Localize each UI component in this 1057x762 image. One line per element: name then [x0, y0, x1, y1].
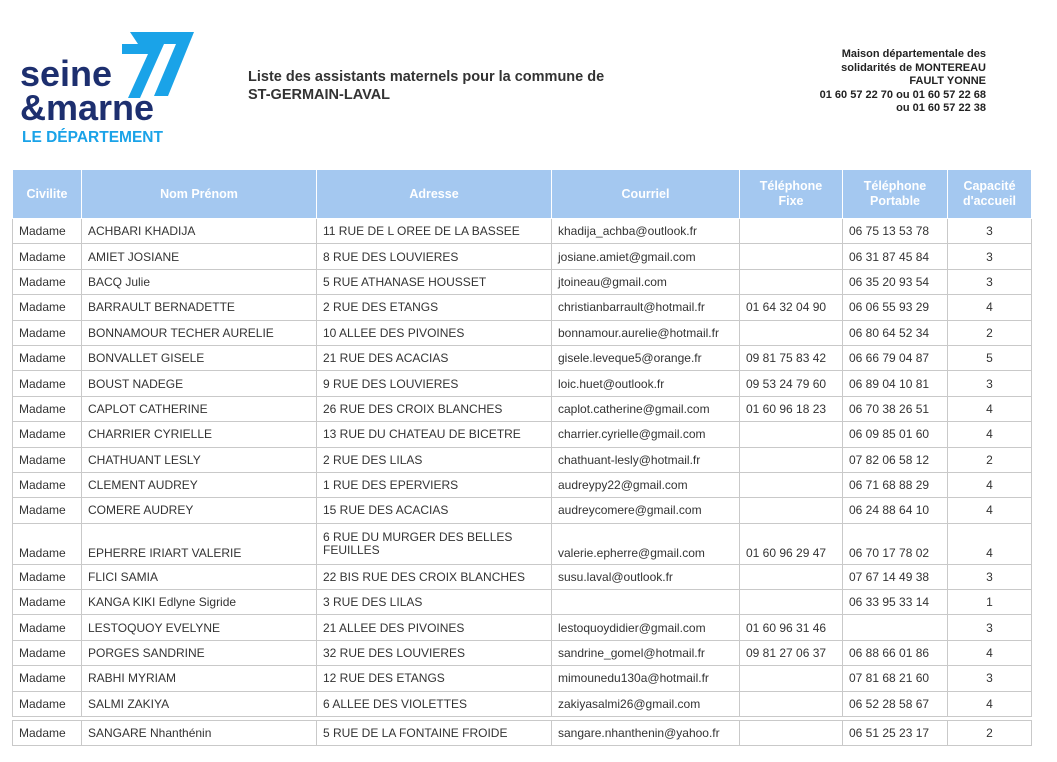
cell-nom-prenom: SALMI ZAKIYA: [82, 691, 317, 716]
cell-telephone-portable: [843, 615, 948, 640]
cell-capacite: 4: [948, 396, 1032, 421]
cell-telephone-fixe: 01 60 96 18 23: [740, 396, 843, 421]
cell-nom-prenom: BOUST NADEGE: [82, 371, 317, 396]
cell-telephone-portable: 06 33 95 33 14: [843, 590, 948, 615]
logo-marne: &marne: [20, 87, 155, 128]
cell-courriel: zakiyasalmi26@gmail.com: [552, 691, 740, 716]
cell-courriel: christianbarrault@hotmail.fr: [552, 295, 740, 320]
cell-civilite: Madame: [13, 691, 82, 716]
cell-adresse: 5 RUE ATHANASE HOUSSET: [317, 269, 552, 294]
office-line-3: FAULT YONNE: [909, 75, 986, 88]
header-telephone-fixe: Téléphone Fixe: [740, 170, 843, 219]
cell-nom-prenom: BACQ Julie: [82, 269, 317, 294]
cell-capacite: 3: [948, 269, 1032, 294]
cell-courriel: lestoquoydidier@gmail.com: [552, 615, 740, 640]
cell-telephone-fixe: 01 60 96 29 47: [740, 523, 843, 564]
cell-nom-prenom: CHATHUANT LESLY: [82, 447, 317, 472]
table-row: [13, 244, 1032, 269]
cell-telephone-portable: 06 09 85 01 60: [843, 422, 948, 447]
cell-civilite: Madame: [13, 564, 82, 589]
cell-civilite: Madame: [13, 219, 82, 244]
cell-telephone-fixe: [740, 721, 843, 746]
cell-courriel: [552, 590, 740, 615]
cell-adresse: 15 RUE DES ACACIAS: [317, 498, 552, 523]
cell-civilite: Madame: [13, 498, 82, 523]
cell-nom-prenom: SANGARE Nhanthénin: [82, 721, 317, 746]
cell-capacite: 3: [948, 244, 1032, 269]
cell-capacite: 3: [948, 371, 1032, 396]
cell-telephone-fixe: 01 60 96 31 46: [740, 615, 843, 640]
cell-capacite: 4: [948, 472, 1032, 497]
cell-nom-prenom: CHARRIER CYRIELLE: [82, 422, 317, 447]
cell-telephone-portable: 06 75 13 53 78: [843, 219, 948, 244]
cell-capacite: 2: [948, 320, 1032, 345]
cell-adresse: 10 ALLEE DES PIVOINES: [317, 320, 552, 345]
cell-telephone-fixe: 09 53 24 79 60: [740, 371, 843, 396]
cell-courriel: gisele.leveque5@orange.fr: [552, 345, 740, 370]
cell-capacite: 1: [948, 590, 1032, 615]
cell-telephone-fixe: 09 81 27 06 37: [740, 640, 843, 665]
table-row: [13, 523, 1032, 564]
cell-nom-prenom: BONNAMOUR TECHER AURELIE: [82, 320, 317, 345]
cell-telephone-fixe: [740, 691, 843, 716]
cell-civilite: Madame: [13, 422, 82, 447]
cell-civilite: Madame: [13, 320, 82, 345]
cell-adresse: 11 RUE DE L OREE DE LA BASSEE: [317, 219, 552, 244]
cell-courriel: sangare.nhanthenin@yahoo.fr: [552, 721, 740, 746]
cell-civilite: Madame: [13, 447, 82, 472]
cell-telephone-portable: 06 35 20 93 54: [843, 269, 948, 294]
cell-nom-prenom: FLICI SAMIA: [82, 564, 317, 589]
cell-courriel: susu.laval@outlook.fr: [552, 564, 740, 589]
table-row: [13, 590, 1032, 615]
header-telephone-portable: Téléphone Portable: [843, 170, 948, 219]
cell-telephone-portable: 06 70 17 78 02: [843, 523, 948, 564]
cell-adresse: 21 RUE DES ACACIAS: [317, 345, 552, 370]
cell-nom-prenom: BARRAULT BERNADETTE: [82, 295, 317, 320]
cell-civilite: Madame: [13, 590, 82, 615]
cell-nom-prenom: LESTOQUOY EVELYNE: [82, 615, 317, 640]
cell-telephone-portable: 06 89 04 10 81: [843, 371, 948, 396]
cell-adresse: 12 RUE DES ETANGS: [317, 666, 552, 691]
cell-telephone-fixe: [740, 498, 843, 523]
cell-nom-prenom: PORGES SANDRINE: [82, 640, 317, 665]
cell-adresse: 1 RUE DES EPERVIERS: [317, 472, 552, 497]
cell-telephone-portable: 06 88 66 01 86: [843, 640, 948, 665]
cell-capacite: 4: [948, 498, 1032, 523]
cell-capacite: 4: [948, 691, 1032, 716]
cell-courriel: charrier.cyrielle@gmail.com: [552, 422, 740, 447]
cell-telephone-fixe: [740, 244, 843, 269]
table-row: [13, 269, 1032, 294]
cell-telephone-portable: 06 80 64 52 34: [843, 320, 948, 345]
cell-courriel: sandrine_gomel@hotmail.fr: [552, 640, 740, 665]
table-row: [13, 498, 1032, 523]
cell-courriel: caplot.catherine@gmail.com: [552, 396, 740, 421]
office-line-2: solidarités de MONTEREAU: [841, 61, 986, 74]
office-phones: 01 60 57 22 70 ou 01 60 57 22 68: [819, 88, 986, 101]
cell-telephone-portable: 06 06 55 93 29: [843, 295, 948, 320]
header-civilite: Civilite: [13, 170, 82, 219]
cell-civilite: Madame: [13, 666, 82, 691]
cell-civilite: Madame: [13, 721, 82, 746]
cell-capacite: 2: [948, 721, 1032, 746]
cell-telephone-fixe: [740, 422, 843, 447]
cell-telephone-portable: 06 24 88 64 10: [843, 498, 948, 523]
table-row: [13, 640, 1032, 665]
table-row: [13, 615, 1032, 640]
cell-capacite: 4: [948, 295, 1032, 320]
header-nom-prenom: Nom Prénom: [82, 170, 317, 219]
cell-courriel: chathuant-lesly@hotmail.fr: [552, 447, 740, 472]
cell-telephone-fixe: [740, 269, 843, 294]
cell-capacite: 3: [948, 615, 1032, 640]
cell-nom-prenom: AMIET JOSIANE: [82, 244, 317, 269]
cell-courriel: josiane.amiet@gmail.com: [552, 244, 740, 269]
cell-capacite: 4: [948, 523, 1032, 564]
cell-adresse: 2 RUE DES ETANGS: [317, 295, 552, 320]
logo-le-departement: LE DÉPARTEMENT: [22, 129, 163, 146]
cell-civilite: Madame: [13, 640, 82, 665]
table-row: [13, 320, 1032, 345]
cell-courriel: audreycomere@gmail.com: [552, 498, 740, 523]
cell-nom-prenom: EPHERRE IRIART VALERIE: [82, 523, 317, 564]
cell-adresse: 22 BIS RUE DES CROIX BLANCHES: [317, 564, 552, 589]
cell-civilite: Madame: [13, 345, 82, 370]
office-contact: [820, 48, 986, 116]
table-row: [13, 666, 1032, 691]
cell-courriel: bonnamour.aurelie@hotmail.fr: [552, 320, 740, 345]
cell-telephone-fixe: [740, 320, 843, 345]
cell-adresse: 6 ALLEE DES VIOLETTES: [317, 691, 552, 716]
cell-civilite: Madame: [13, 523, 82, 564]
cell-telephone-portable: 06 71 68 88 29: [843, 472, 948, 497]
cell-telephone-portable: 06 52 28 58 67: [843, 691, 948, 716]
table-row: [13, 564, 1032, 589]
cell-telephone-portable: 07 82 06 58 12: [843, 447, 948, 472]
cell-telephone-fixe: 09 81 75 83 42: [740, 345, 843, 370]
cell-telephone-fixe: [740, 447, 843, 472]
table-row: [13, 219, 1032, 244]
cell-capacite: 2: [948, 447, 1032, 472]
cell-telephone-portable: 07 81 68 21 60: [843, 666, 948, 691]
cell-capacite: 3: [948, 219, 1032, 244]
office-phone-alt: ou 01 60 57 22 38: [896, 102, 986, 115]
cell-telephone-portable: 06 31 87 45 84: [843, 244, 948, 269]
table-header-row: [13, 170, 1032, 219]
cell-civilite: Madame: [13, 371, 82, 396]
cell-adresse: 26 RUE DES CROIX BLANCHES: [317, 396, 552, 421]
cell-civilite: Madame: [13, 472, 82, 497]
cell-adresse: 6 RUE DU MURGER DES BELLES FEUILLES: [317, 523, 552, 564]
table-row: [13, 345, 1032, 370]
cell-courriel: jtoineau@gmail.com: [552, 269, 740, 294]
document-title: [248, 68, 604, 104]
table-row: [13, 721, 1032, 746]
cell-nom-prenom: KANGA KIKI Edlyne Sigride: [82, 590, 317, 615]
cell-civilite: Madame: [13, 615, 82, 640]
cell-adresse: 32 RUE DES LOUVIERES: [317, 640, 552, 665]
cell-capacite: 3: [948, 666, 1032, 691]
header-capacite: Capacité d'accueil: [948, 170, 1032, 219]
cell-nom-prenom: ACHBARI KHADIJA: [82, 219, 317, 244]
cell-adresse: 3 RUE DES LILAS: [317, 590, 552, 615]
table-row: [13, 447, 1032, 472]
cell-nom-prenom: CAPLOT CATHERINE: [82, 396, 317, 421]
cell-civilite: Madame: [13, 295, 82, 320]
cell-courriel: loic.huet@outlook.fr: [552, 371, 740, 396]
header-courriel: Courriel: [552, 170, 740, 219]
table-row: [13, 396, 1032, 421]
office-line-1: Maison départementale des: [841, 48, 986, 60]
cell-courriel: valerie.epherre@gmail.com: [552, 523, 740, 564]
cell-capacite: 5: [948, 345, 1032, 370]
header-adresse: Adresse: [317, 170, 552, 219]
cell-courriel: khadija_achba@outlook.fr: [552, 219, 740, 244]
cell-courriel: mimounedu130a@hotmail.fr: [552, 666, 740, 691]
table-row: [13, 472, 1032, 497]
cell-civilite: Madame: [13, 244, 82, 269]
cell-telephone-portable: 07 67 14 49 38: [843, 564, 948, 589]
childminders-table: [12, 169, 1032, 746]
cell-nom-prenom: COMERE AUDREY: [82, 498, 317, 523]
cell-capacite: 3: [948, 564, 1032, 589]
cell-telephone-fixe: [740, 564, 843, 589]
cell-adresse: 5 RUE DE LA FONTAINE FROIDE: [317, 721, 552, 746]
cell-nom-prenom: RABHI MYRIAM: [82, 666, 317, 691]
title-commune: ST-GERMAIN-LAVAL: [248, 87, 391, 103]
department-logo: [18, 28, 198, 148]
logo-seine: seine: [20, 53, 113, 94]
cell-adresse: 9 RUE DES LOUVIERES: [317, 371, 552, 396]
cell-capacite: 4: [948, 640, 1032, 665]
cell-telephone-portable: 06 51 25 23 17: [843, 721, 948, 746]
cell-telephone-fixe: [740, 219, 843, 244]
cell-telephone-fixe: [740, 472, 843, 497]
table-row: [13, 295, 1032, 320]
cell-telephone-portable: 06 66 79 04 87: [843, 345, 948, 370]
cell-courriel: audreypy22@gmail.com: [552, 472, 740, 497]
cell-adresse: 8 RUE DES LOUVIERES: [317, 244, 552, 269]
cell-adresse: 21 ALLEE DES PIVOINES: [317, 615, 552, 640]
cell-nom-prenom: BONVALLET GISELE: [82, 345, 317, 370]
table-row: [13, 422, 1032, 447]
cell-civilite: Madame: [13, 396, 82, 421]
cell-adresse: 2 RUE DES LILAS: [317, 447, 552, 472]
cell-nom-prenom: CLEMENT AUDREY: [82, 472, 317, 497]
cell-telephone-portable: 06 70 38 26 51: [843, 396, 948, 421]
cell-telephone-fixe: [740, 666, 843, 691]
cell-civilite: Madame: [13, 269, 82, 294]
cell-telephone-fixe: 01 64 32 04 90: [740, 295, 843, 320]
table-row: [13, 371, 1032, 396]
title-line-1: Liste des assistants maternels pour la commune de: [248, 69, 605, 85]
cell-capacite: 4: [948, 422, 1032, 447]
cell-telephone-fixe: [740, 590, 843, 615]
table-row: [13, 691, 1032, 716]
cell-adresse: 13 RUE DU CHATEAU DE BICETRE: [317, 422, 552, 447]
